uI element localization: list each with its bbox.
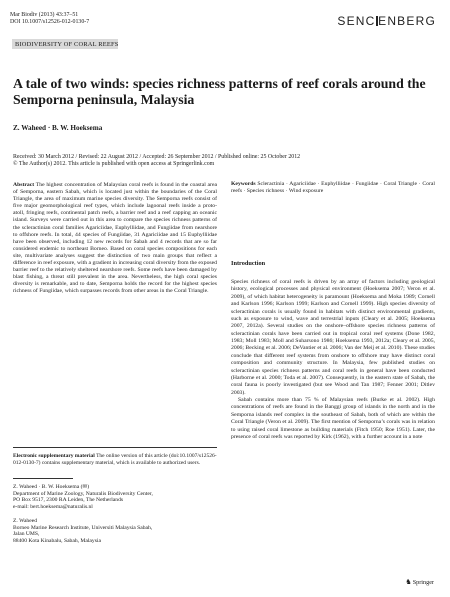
keywords [231,181,435,195]
affiliation-rule [13,478,73,479]
affiliation-2 [13,518,217,545]
publisher-logo [337,14,436,28]
received-dates: Received: 30 March 2012 / Revised: 22 August 2012 / Accepted: 26 September 2012 / Published online: 25 October 2012 [13,154,301,160]
affiliation-line: Jalan UMS, [13,531,40,538]
author-list: Z. Waheed · B. W. Hoeksema [13,124,103,132]
affiliation-line: Z. Waheed [13,518,37,524]
section-banner [12,39,118,49]
footnote-rule [13,447,217,448]
journal-info [10,12,89,27]
abstract-label: Abstract [13,182,35,188]
journal-citation: Mar Biodiv (2013) 43:37–51 [10,12,79,18]
supplementary-note [13,453,217,466]
introduction-body [231,279,435,441]
brand-text: SENC ENBERG [337,14,436,28]
affiliation-line: PO Box 9517, 2300 RA Leiden, The Netherlands [13,497,124,504]
affiliation-line: Z. Waheed · B. W. Hoeksema (✉) [13,484,90,490]
section-label: BIODIVERSITY OF CORAL REEFS [15,40,119,48]
keywords-text: Scleractinia · Agariciidae · Euphylliidae · Fungiidae · Coral Triangle · Coral reefs · Species richness · Wind exposure [231,181,435,195]
affiliation-line: Borneo Marine Research Institute, Universiti Malaysia Sabah, [13,524,153,531]
introduction-paragraph: Species richness of coral reefs is driven by an array of factors including geological history, ecological processes and physical environment (Hoeksema 2007; Veron et al. 2009), of which habitat heterogeneity is paramount (Hoeksema and Moka 1989; Cornell and Karlson 1996; Karlson 1999; Karlson and Cornell 1999). High species diversity of scleractinian corals is usually found in habitats with distinct environmental gradients, such as exposure to wind, wave and terrestrial inputs (Cleary et al. 2005; Hoeksema 2007, 2012a). Several studies on the onshore–offshore species richness patterns of scleractinian corals have been carried out in tropical coral reef systems (Done 1982, 1983; Moll 1983; Moll and Suharsono 1986; Hoeksema 1993, 2012a; Cleary et al. 2005, 2006; Becking et al. 2006; DeVantier et al. 2006; Van der Meij et al. 2010). These studies conclude that different reef systems from onshore to offshore may have distinct coral composition and community structure. In Malaysia, few published studies on scleractinian species richness patterns and coral reefs in general have been conducted (Harborne et al. 2000; Toda et al. 2007). Consequently, in the eastern state of Sabah, the coral fauna is poorly investigated (but see Wood and Tan 1987; Fenner 2001; Ditlev 2003). [231,279,435,396]
esm-text: The online version of this article (doi:10.1007/s12526-012-0130-7) contains supplementary material, which is available to authorized users. [13,453,217,466]
affiliation-line: Department of Marine Zoology, Naturalis Biodiversity Center, [13,490,153,497]
copyright-line: © The Author(s) 2012. This article is published with open access at Springerlink.com [13,161,215,167]
email-link[interactable]: e-mail: bert.hoeksema@naturalis.nl [13,504,93,511]
springer-logo [405,578,434,586]
article-title: A tale of two winds: species richness patterns of reef corals around the Semporna peninsula, Malaysia [13,76,426,107]
abstract [13,182,217,296]
keywords-label: Keywords [231,181,256,187]
springer-horse-icon: ♞ [405,578,412,586]
introduction-paragraph: Sabah contains more than 75 % of Malaysian reefs (Burke et al. 2002). High concentrations of reefs are found in the Banggi group of islands in the north and in the Semporna islands reef complex in the southeast of Sabah, both of which are within the Coral Triangle (Veron et al. 2009). The first mention of Semporna’s corals was in relation to using raised coral limestone as building materials (Fitch 1950; Roe 1951). Later, the presence of coral reefs was reported by Kirk (1962), with a further account in a note [231,397,435,440]
publication-history [13,154,433,168]
logo-bar-icon [376,16,378,26]
affiliation-1 [13,484,217,511]
affiliation-line: 88400 Kota Kinabalu, Sabah, Malaysia [13,538,101,545]
introduction-heading: Introduction [231,260,266,267]
springer-label: Springer [412,579,434,586]
doi[interactable]: DOI 10.1007/s12526-012-0130-7 [10,19,90,26]
abstract-text: The highest concentration of Malaysian coral reefs is found in the coastal area of Semporna, eastern Sabah, which is located just within the boundaries of the Coral Triangle, the area of maximum marine species diversity. The Semporna reefs consist of five major geomorphological reef types, which include lagoonal reefs inside a proto-atoll, fringing reefs, continental patch reefs, a barrier reef and a reef capping an oceanic island. Surveys were carried out in this area to compare the species richness patterns of the scleractinian coral families Agariciidae, Euphylliidae, and Fungiidae from nearshore to offshore reefs. In total, 44 species of Fungiidae, 31 Agariciidae and 15 Euphylliidae have been observed, including 12 new records for Sabah and 4 records that are so far considered endemic to northeast Borneo. Based on coral species compositions for each site, multivariate analyses suggest the distinction of two main groups that reflect a difference in reef exposure, with a gradient in increasing coral diversity from the exposed barrier reef to the relatively sheltered nearshore reefs. Some reefs have been damaged by blast fishing, a threat still prevalent in the area. Nevertheless, the high coral species diversity is remarkable, and to date, Semporna holds the record for the highest species richness of Fungiidae, which surpasses records from other areas in the Coral Triangle. [13,182,217,295]
esm-label: Electronic supplementary material [13,453,95,459]
